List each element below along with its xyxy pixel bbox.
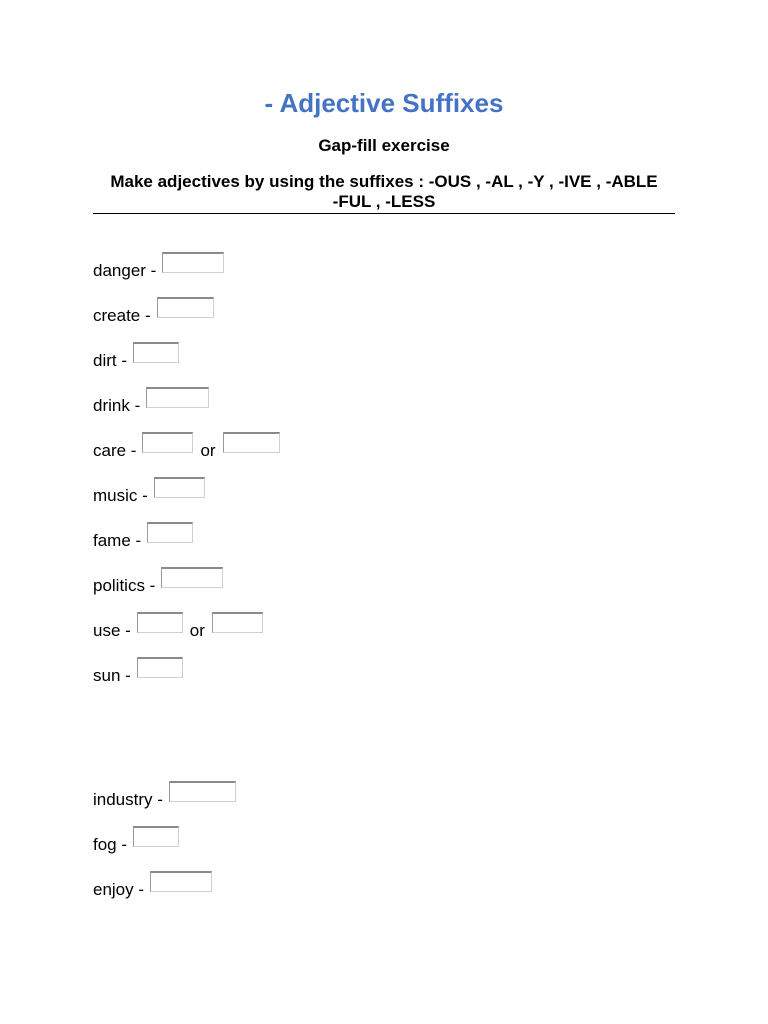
instructions-line-1: Make adjectives by using the suffixes : -OUS , -AL , -Y , -IVE , -ABLE xyxy=(110,172,658,191)
item-word: industry - xyxy=(93,790,163,809)
item-word: music - xyxy=(93,486,148,505)
instructions xyxy=(93,172,675,214)
exercise-item-sun xyxy=(93,657,183,686)
item-word: dirt - xyxy=(93,351,127,370)
item-word: danger - xyxy=(93,261,157,280)
answer-input-music[interactable] xyxy=(154,477,205,498)
answer-input-politics[interactable] xyxy=(161,567,223,588)
answer-input-fame[interactable] xyxy=(147,522,193,543)
exercise-item-fame xyxy=(93,522,193,551)
exercise-item-use xyxy=(93,612,263,641)
instructions-line-2: -FUL , -LESS xyxy=(332,192,436,211)
exercise-item-enjoy xyxy=(93,871,212,900)
answer-input-industry[interactable] xyxy=(169,781,236,802)
item-word: fame - xyxy=(93,531,142,550)
answer-input-sun[interactable] xyxy=(137,657,183,678)
exercise-item-dirt xyxy=(93,342,179,371)
page-subtitle: Gap-fill exercise xyxy=(318,136,450,155)
exercise-item-drink xyxy=(93,387,209,416)
exercise-item-danger xyxy=(93,252,224,281)
exercise-item-fog xyxy=(93,826,179,855)
answer-input-care-1[interactable] xyxy=(142,432,193,453)
exercise-item-create xyxy=(93,297,214,326)
answer-input-care-2[interactable] xyxy=(223,432,280,453)
item-word: fog - xyxy=(93,835,128,854)
answer-input-fog[interactable] xyxy=(133,826,179,847)
answer-input-drink[interactable] xyxy=(146,387,209,408)
item-word: sun - xyxy=(93,666,131,685)
item-word: care - xyxy=(93,441,137,460)
item-word: drink - xyxy=(93,396,141,415)
answer-input-enjoy[interactable] xyxy=(150,871,212,892)
or-label: or xyxy=(189,621,205,640)
or-label: or xyxy=(200,441,216,460)
answer-input-danger[interactable] xyxy=(162,252,224,273)
answer-input-dirt[interactable] xyxy=(133,342,179,363)
answer-input-use-2[interactable] xyxy=(212,612,263,633)
item-word: enjoy - xyxy=(93,880,145,899)
exercise-item-politics xyxy=(93,567,223,596)
page-title: - Adjective Suffixes xyxy=(264,88,504,118)
exercise-item-industry xyxy=(93,781,236,810)
item-word: politics - xyxy=(93,576,156,595)
answer-input-use-1[interactable] xyxy=(137,612,183,633)
item-word: use - xyxy=(93,621,131,640)
item-word: create - xyxy=(93,306,151,325)
exercise-item-music xyxy=(93,477,205,506)
answer-input-create[interactable] xyxy=(157,297,214,318)
exercise-item-care xyxy=(93,432,280,461)
